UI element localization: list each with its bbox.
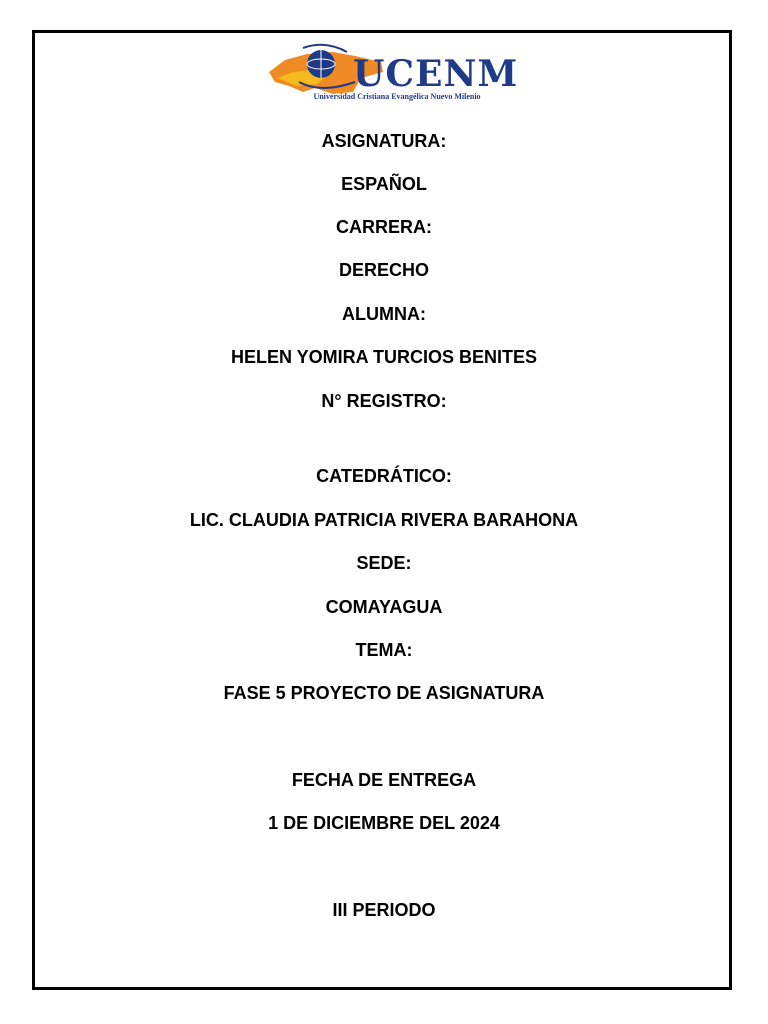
registration-label: N° REGISTRO:: [321, 391, 447, 411]
due-date-value: 1 DE DICIEMBRE DEL 2024: [268, 813, 500, 833]
career-label: CARRERA:: [336, 217, 432, 237]
university-logo: [263, 42, 519, 108]
topic-label: TEMA:: [355, 640, 413, 660]
period: III PERIODO: [332, 900, 436, 920]
campus-label: SEDE:: [356, 553, 412, 573]
logo-subtitle: Universidad Cristiana Evangélica Nuevo Milenio: [313, 92, 481, 101]
career-value: DERECHO: [338, 260, 429, 280]
subject-label: ASIGNATURA:: [321, 131, 447, 151]
logo-wordmark: UCENM: [353, 53, 519, 95]
student-name: HELEN YOMIRA TURCIOS BENITES: [230, 347, 538, 367]
professor-name: LIC. CLAUDIA PATRICIA RIVERA BARAHONA: [189, 510, 579, 530]
topic-value: FASE 5 PROYECTO DE ASIGNATURA: [223, 683, 545, 703]
due-date-label: FECHA DE ENTREGA: [291, 770, 477, 790]
subject-value: ESPAÑOL: [341, 174, 427, 194]
professor-label: CATEDRÁTICO:: [316, 466, 452, 486]
campus-value: COMAYAGUA: [325, 597, 443, 617]
student-label: ALUMNA:: [342, 304, 426, 324]
